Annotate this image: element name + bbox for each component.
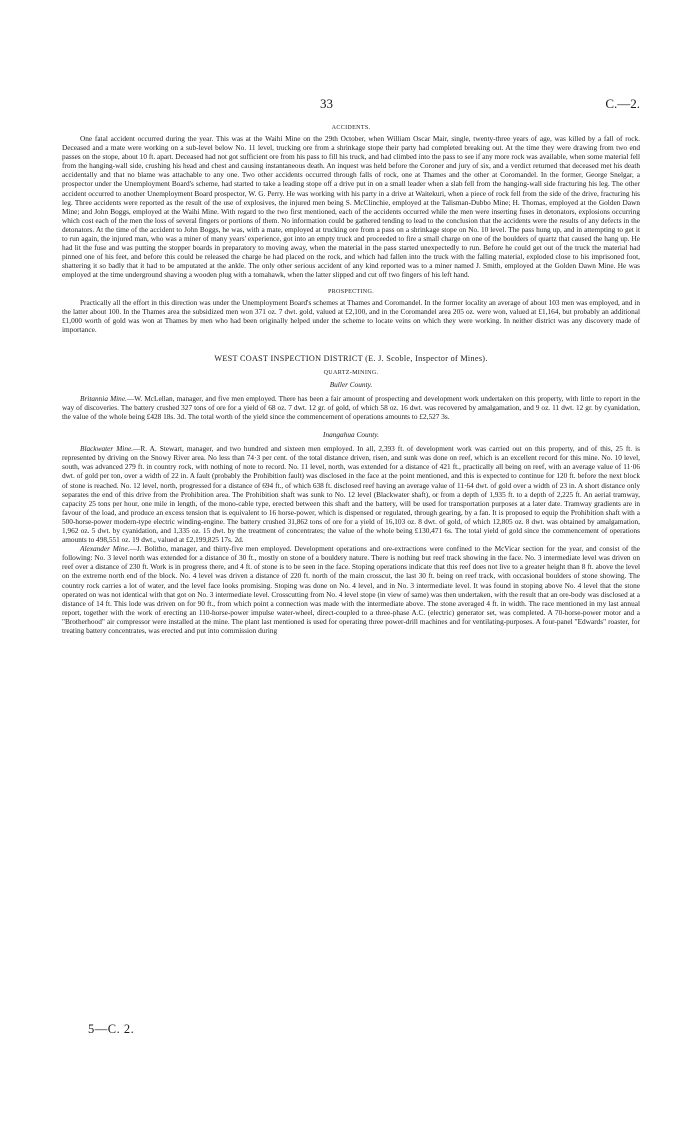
buller-county-heading: Buller County. xyxy=(329,379,373,389)
accidents-heading: ACCIDENTS. xyxy=(331,125,371,131)
alexander-mine-name: Alexander Mine. xyxy=(80,544,130,554)
blackwater-mine-name: Blackwater Mine. xyxy=(80,444,134,454)
west-coast-district-heading: WEST COAST INSPECTION DISTRICT (E. J. Scoble, Inspector of Mines). xyxy=(214,353,488,363)
blackwater-mine-paragraph xyxy=(62,444,640,544)
prospecting-heading: PROSPECTING. xyxy=(327,288,375,295)
quartz-mining-heading: QUARTZ-MINING. xyxy=(323,369,379,376)
blackwater-mine-text: —R. A. Stewart, manager, and two hundred and sixteen men employed. In all, 2,393 ft. of development work was carried out on this property, and of this, 25 ft. is represented by driving on the Snowy River area. No less than 74·3 per cent. of the total distance driven, risen, and sunk was done on reef, which is an excellent record for this mine. No. 10 level, south, was advanced 279 ft. in country rock, with nothing of note to record. No. 11 level, north, was extended for a distance of 421 ft., practically all being on reef, with an average value of 11·06 dwt. of gold per ton, over a width of 22 in. A fault (probably the Prohibition fault) was disclosed in the face at the point mentioned, and this is expected to continue for 120 ft. before the next block of stone is reached. No. 12 level, north, progressed for a distance of 694 ft., of which 638 ft. disclosed reef having an average value of 11·64 dwt. of gold over a width of 23 in. A short distance only separates the end of this drive from the Prohibition area. The Prohibition shaft was sunk to No. 12 level (Blackwater shaft), or from a depth of 1,935 ft. to a depth of 2,225 ft. An aerial tramway, capacity 25 tons per hour, one mile in length, of the mono-cable type, erected between this shaft and the battery, will be used for transportation purposes at a later date. Tramway gradients are in favour of the load, and produce an excess tension that is equivalent to 16 horse-power, which is dispensed or regulated, through gearing, by a fan. It is proposed to equip the Prohibition shaft with a 500-horse-power modern-type electric winding-engine. The battery crushed 31,862 tons of ore for a yield of 16,103 oz. 8 dwt. of gold, of which 12,805 oz. 8 dwt. was obtained by amalgamation, 1,962 oz. 5 dwt. by cyanidation, and 1,335 oz. 15 dwt. by the treatment of concentrates; the value of the whole being £130,471 6s. The total yield of gold since the commencement of operations amounts to 498,551 oz. 19 dwt., valued at £2,199,825 17s. 2d. xyxy=(62,444,640,545)
page-number: 33 xyxy=(320,96,333,111)
inangahua-county-heading: Inangahua County. xyxy=(323,430,379,440)
britannia-mine-text: —W. McLellan, manager, and five men employed. There has been a fair amount of prospecting and development work undertaken on this property, with little to report in the way of discoveries. The battery crushed 327 tons of ore for a yield of 68 oz. 7 dwt. 12 gr. of gold, of which 58 oz. 16 dwt. was recovered by amalgamation, and 9 oz. 11 dwt. 12 gr. by cyanidation, the value of the whole being £428 18s. 3d. The total worth of the yield since the commencement of operations amounts to £2,527 3s. xyxy=(62,393,640,422)
britannia-mine-name: Britannia Mine. xyxy=(80,393,127,403)
document-page xyxy=(62,96,640,635)
alexander-mine-paragraph xyxy=(62,544,640,635)
alexander-mine-text: —J. Bolitho, manager, and thirty-five men employed. Development operations and ore-extractions were confined to the McVicar section for the year, and consist of the following: No. 3 level north was extended for a distance of 30 ft., mostly on stone of a bouldery nature. There is nothing but reef track showing in the face. No. 3 intermediate level was driven on reef over a distance of 230 ft. Work is in progress there, and 4 ft. of stone is to be seen in the face. Stoping operations indicate that this reef does not live to a greater height than 8 ft. above the level on the extreme north end of the block. No. 4 level was driven a distance of 220 ft. north of the main crosscut, the last 30 ft. being on reef track, with occasional boulders of stone showing. The country rock carries a lot of water, and the level face looks promising. Stoping was done on No. 4 level, and in No. 3 intermediate level. It was found in stoping above No. 4 level that the stone operated on was not identical with that got on No. 3 intermediate level. Crosscutting from No. 4 level stope (in view of same) was then undertaken, with the result that an ore-body was disclosed at a distance of 14 ft. This lode was driven on for 90 ft., from which point a connection was made with the intermediate above. The stone averaged 4 ft. in width. The race mentioned in my last annual report, together with the work of erecting an 110-horse-power impulse water-wheel, direct-coupled to a three-phase A.C. (electric) generator set, was completed. A 70-horse-power motor and a "Brotherhood" air compressor were installed at the mine. The plant last mentioned is used for operating three power-drill machines and for ventilating-purposes. A four-panel "Edwards" roaster, for treating battery concentrates, was erected and put into commission during xyxy=(62,544,640,636)
page-header xyxy=(62,96,640,118)
footer-signature: 5—C. 2. xyxy=(88,1022,135,1036)
prospecting-paragraph: Practically all the effort in this direction was under the Unemployment Board's schemes at Thames and Coromandel. In the former locality an average of about 103 men was employed, and in the latter about 100. In the Thames area the subsidized men won 371 oz. 7 dwt. gold, valued at £2,100, and in the Coromandel area 205 oz. were won, valued at £1,164, but probably an additional £1,000 worth of gold was won at Thames by men who had been originally helped under the scheme to locate veins on which they were working. In neither district was any discovery made of importance. xyxy=(62,297,640,334)
document-reference: C.—2. xyxy=(605,96,640,111)
accidents-paragraph: One fatal accident occurred during the year. This was at the Waihi Mine on the 29th October, when William Oscar Mair, single, twenty-three years of age, was killed by a fall of rock. Deceased and a mate were working on a sub-level below No. 11 level, trucking ore from a shrinkage stope their party had completed breaking out. At the time they were drawing from two end passes on the stope, about 10 ft. apart. Deceased had not got sufficient ore from his pass to fill his truck, and had climbed into the pass to see if any more rock was available, when some material fell from the hanging-wall side, crushing his head and chest and causing instantaneous death. An inquest was held before the Coroner and jury of six, and a verdict returned that deceased met his death accidentally and that no blame was attachable to any one. Two other accidents occurred through falls of rock, one at Thames and the other at Coromandel. In the former, George Snelgar, a prospector under the Unemployment Board's scheme, had started to take a leading stope off a drive put in on a small leader when a slab fell from the hanging-wall side fracturing his leg. The other accident occurred to another Unemployment Board prospector, W. G. Perry. He was working with his party in a drive at Waitekuri, when a piece of rock fell from the side of the drive, fracturing his leg. Three accidents were reported as the result of the use of explosives, the injured men being S. McClinchie, employed at the Talisman-Dubbo Mine; H. Thomas, employed at the Golden Dawn Mine; and John Boggs, employed at the Waihi Mine. With regard to the two first mentioned, each of the accidents occurred while the men were inserting fuses in detonators, explosions occurring which cost each of the men the loss of several fingers or portions of them. No information could be gathered tending to lead to the conclusion that the accidents were the results of any defects in the detonators. At the time of the accident to John Boggs, he was, with a mate, employed at trucking ore from a pass on a shrinkage stope on No. 10 level. The pass hung up, and in attempting to get it to run again, the injured man, who was a miner of many years' experience, got into an empty truck and proceeded to fire a small charge on one of the boulders of quartz that caused the hang up. He had lit the fuse and was putting the stopper boards in preparatory to moving away, when the material in the pass started unexpectedly to run. Before he could get out of the truck the material had pinned one of his feet, and before this could be released the charge he had placed on the rock, and which had fallen into the truck with the falling material, exploded close to his imprisoned foot, shattering it so badly that it had to be amputated at the ankle. The only other serious accident of any kind reported was to a miner named J. Smith, employed at the Golden Dawn Mine. He was employed at the time underground shaving a wooden plug with a tomahawk, when the latter slipped and cut off two fingers of his left hand. xyxy=(62,134,640,280)
britannia-mine-paragraph xyxy=(62,394,640,421)
